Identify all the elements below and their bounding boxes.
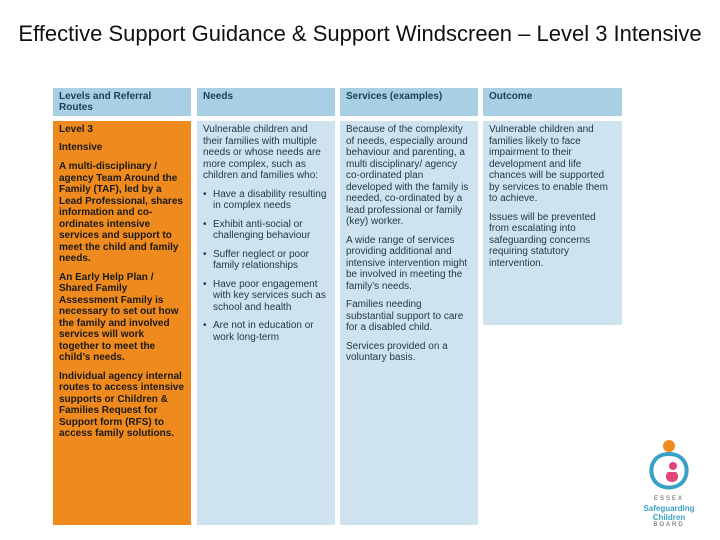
outcome-paragraph-1: Vulnerable children and families likely to face impairment to their development and life chances will be supported by services to enable them to achieve. — [489, 124, 608, 204]
safeguarding-figure-icon — [640, 436, 698, 492]
needs-item: • Have a disability resulting in complex needs — [203, 189, 329, 212]
levels-paragraph-2: An Early Help Plan / Shared Family Assessment Family is necessary to set out how the family and involved services will work together to meet the child’s needs. — [59, 271, 179, 363]
logo-essex: ESSEX — [653, 496, 684, 502]
services-paragraph-2: A wide range of services providing additional and intensive intervention might be involved in meeting the family’s needs. — [346, 234, 468, 292]
needs-intro: Vulnerable children and their families with multiple needs or whose needs are more complex, such as children and families who: — [203, 124, 321, 181]
logo-board: BOARD — [653, 522, 685, 528]
logo-children: Children — [652, 513, 686, 522]
needs-item: • Have poor engagement with key services such as school and health — [203, 279, 329, 314]
levels-paragraph-1: A multi-disciplinary / agency Team Around the Family (TAF), led by a Lead Professional, shares information and co-ordinates intensive services and support to meet the child and family needs. — [59, 161, 183, 264]
essex-safeguarding-logo — [640, 436, 698, 528]
services-paragraph-1: Because of the complexity of needs, especially around behaviour and parenting, a multi disciplinary/ agency co-ordinated plan developed with the family is needed, co-ordinated by a lead professional or family (key) worker. — [346, 124, 469, 227]
slide-title: Effective Support Guidance & Support Windscreen – Level 3 Intensive — [18, 21, 702, 46]
needs-item: • Suffer neglect or poor family relationships — [203, 249, 329, 272]
needs-item: • Are not in education or work long-term — [203, 320, 329, 343]
levels-column — [53, 121, 191, 525]
header-outcome: Outcome — [483, 88, 622, 116]
support-windscreen-table — [53, 88, 622, 525]
needs-item: • Exhibit anti-social or challenging behaviour — [203, 219, 329, 242]
header-levels: Levels and Referral Routes — [53, 88, 191, 116]
services-paragraph-4: Services provided on a voluntary basis. — [346, 340, 448, 363]
outcome-paragraph-2: Issues will be prevented from escalating into safeguarding concerns requiring statutory intervention. — [489, 211, 596, 269]
level-label: Level 3 — [59, 124, 93, 135]
header-needs: Needs — [197, 88, 335, 116]
needs-column — [197, 121, 335, 525]
services-paragraph-3: Families needing substantial support to care for a disabled child. — [346, 299, 464, 333]
needs-list — [203, 189, 329, 344]
logo-safeguarding: Safeguarding — [643, 504, 695, 513]
header-services: Services (examples) — [340, 88, 478, 116]
levels-paragraph-3: Individual agency internal routes to access intensive supports or Children & Families Request for Support form (RFS) to access family solutions. — [59, 370, 185, 439]
services-column — [340, 121, 478, 525]
outcome-column — [483, 121, 622, 325]
level-name: Intensive — [59, 141, 103, 153]
